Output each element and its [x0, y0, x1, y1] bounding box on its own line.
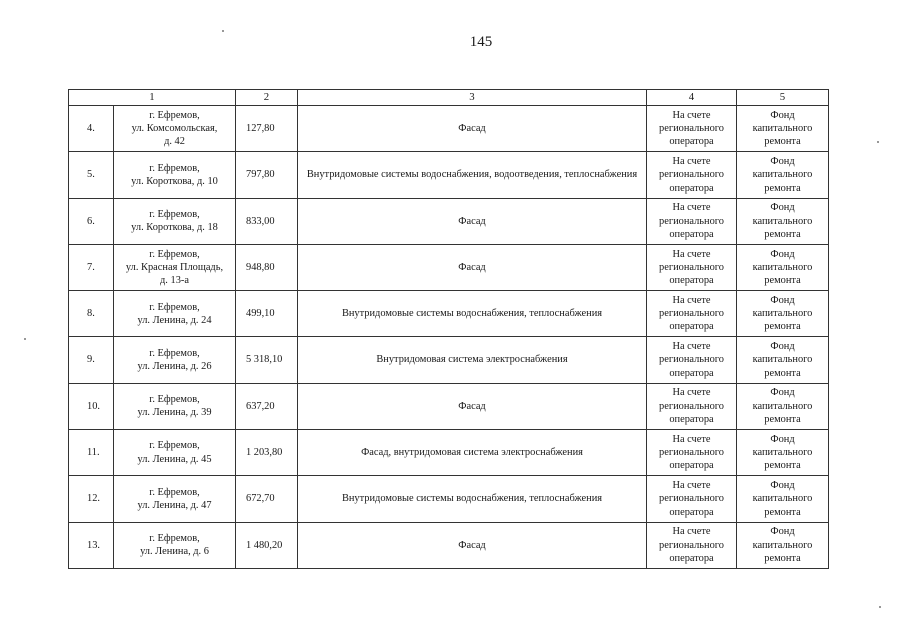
table-header-row	[69, 90, 829, 106]
operator-line: регионального	[659, 308, 724, 320]
fund-line: ремонта	[764, 136, 801, 148]
table-row	[69, 383, 829, 429]
fund-line: Фонд	[770, 480, 795, 492]
address-line: г. Ефремов,	[149, 208, 200, 220]
operator-line: регионального	[659, 261, 724, 273]
operator-line: регионального	[659, 493, 724, 505]
row-fund-source	[737, 291, 829, 337]
operator-line: На счете	[672, 202, 711, 214]
operator-line: регионального	[659, 215, 724, 227]
fund-line: капитального	[752, 215, 813, 227]
table-row	[69, 106, 829, 152]
operator-line: оператора	[669, 321, 714, 333]
row-area: 1 203,80	[236, 430, 298, 476]
fund-line: капитального	[752, 169, 813, 181]
row-funds-location	[647, 291, 737, 337]
operator-line: оператора	[669, 414, 714, 426]
operator-line: оператора	[669, 506, 714, 518]
row-funds-location	[647, 522, 737, 568]
address-line: г. Ефремов,	[149, 394, 200, 406]
address-line: г. Ефремов,	[149, 347, 200, 359]
row-number: 9.	[69, 337, 114, 383]
operator-line: На счете	[672, 480, 711, 492]
row-fund-source	[737, 244, 829, 290]
header-col-1: 1	[69, 90, 236, 106]
table-body	[69, 106, 829, 569]
address-line: г. Ефремов,	[149, 440, 200, 452]
row-area: 672,70	[236, 476, 298, 522]
row-fund-source	[737, 430, 829, 476]
address-line: ул. Ленина, д. 24	[137, 314, 212, 326]
fund-line: Фонд	[770, 248, 795, 260]
row-funds-location	[647, 430, 737, 476]
row-number: 12.	[69, 476, 114, 522]
row-address	[114, 198, 236, 244]
address-line: г. Ефремов,	[149, 301, 200, 313]
table-row	[69, 430, 829, 476]
scan-speck	[222, 30, 224, 32]
operator-line: регионального	[659, 354, 724, 366]
address-line: ул. Комсомольская,	[131, 123, 218, 134]
row-funds-location	[647, 244, 737, 290]
row-work-type: Фасад	[298, 244, 647, 290]
row-area: 1 480,20	[236, 522, 298, 568]
address-line: ул. Ленина, д. 45	[137, 453, 212, 465]
row-work-type: Фасад	[298, 198, 647, 244]
table-row	[69, 337, 829, 383]
operator-line: регионального	[659, 123, 724, 134]
row-number: 10.	[69, 383, 114, 429]
table-row	[69, 476, 829, 522]
row-work-type: Фасад	[298, 383, 647, 429]
fund-line: капитального	[752, 539, 813, 551]
row-address	[114, 244, 236, 290]
operator-line: регионального	[659, 400, 724, 412]
operator-line: На счете	[672, 294, 711, 306]
row-number: 13.	[69, 522, 114, 568]
row-funds-location	[647, 383, 737, 429]
row-work-type: Фасад	[298, 522, 647, 568]
fund-line: капитального	[752, 400, 813, 412]
fund-line: ремонта	[764, 414, 801, 426]
repair-table	[68, 89, 829, 569]
operator-line: оператора	[669, 228, 714, 240]
address-line: г. Ефремов,	[149, 162, 200, 174]
operator-line: оператора	[669, 367, 714, 379]
row-work-type: Фасад, внутридомовая система электроснабжения	[298, 430, 647, 476]
row-number: 4.	[69, 106, 114, 152]
fund-line: капитального	[752, 447, 813, 459]
row-number: 6.	[69, 198, 114, 244]
row-fund-source	[737, 106, 829, 152]
operator-line: оператора	[669, 182, 714, 194]
fund-line: ремонта	[764, 228, 801, 240]
fund-line: Фонд	[770, 341, 795, 353]
table-row	[69, 244, 829, 290]
operator-line: На счете	[672, 526, 711, 538]
header-col-4: 4	[647, 90, 737, 106]
row-fund-source	[737, 198, 829, 244]
operator-line: На счете	[672, 433, 711, 445]
address-line: д. 42	[164, 136, 185, 148]
fund-line: ремонта	[764, 275, 801, 287]
fund-line: Фонд	[770, 109, 795, 121]
address-line: д. 13-а	[160, 275, 189, 287]
address-line: ул. Ленина, д. 6	[140, 546, 209, 558]
row-area: 5 318,10	[236, 337, 298, 383]
row-address	[114, 152, 236, 198]
operator-line: оператора	[669, 552, 714, 564]
row-work-type: Внутридомовые системы водоснабжения, теплоснабжения	[298, 476, 647, 522]
operator-line: оператора	[669, 460, 714, 472]
row-address	[114, 522, 236, 568]
row-work-type: Внутридомовые системы водоснабжения, водоотведения, теплоснабжения	[298, 152, 647, 198]
row-fund-source	[737, 476, 829, 522]
row-funds-location	[647, 198, 737, 244]
address-line: ул. Ленина, д. 39	[137, 407, 212, 419]
table-row	[69, 522, 829, 568]
fund-line: Фонд	[770, 526, 795, 538]
operator-line: регионального	[659, 539, 724, 551]
row-work-type: Внутридомовые системы водоснабжения, теплоснабжения	[298, 291, 647, 337]
address-line: ул. Короткова, д. 18	[131, 222, 218, 234]
table-row	[69, 198, 829, 244]
row-area: 637,20	[236, 383, 298, 429]
fund-line: ремонта	[764, 182, 801, 194]
fund-line: капитального	[752, 493, 813, 505]
operator-line: На счете	[672, 109, 711, 121]
fund-line: ремонта	[764, 367, 801, 379]
address-line: ул. Ленина, д. 26	[137, 361, 212, 373]
fund-line: капитального	[752, 261, 813, 273]
row-funds-location	[647, 337, 737, 383]
address-line: г. Ефремов,	[149, 109, 200, 121]
address-line: ул. Красная Площадь,	[125, 261, 224, 273]
header-col-2: 2	[236, 90, 298, 106]
address-line: г. Ефремов,	[149, 533, 200, 545]
operator-line: оператора	[669, 275, 714, 287]
operator-line: На счете	[672, 387, 711, 399]
header-col-3: 3	[298, 90, 647, 106]
row-funds-location	[647, 106, 737, 152]
row-number: 7.	[69, 244, 114, 290]
fund-line: капитального	[752, 123, 813, 134]
fund-line: ремонта	[764, 506, 801, 518]
fund-line: капитального	[752, 354, 813, 366]
fund-line: ремонта	[764, 460, 801, 472]
address-line: г. Ефремов,	[149, 486, 200, 498]
operator-line: регионального	[659, 169, 724, 181]
fund-line: капитального	[752, 308, 813, 320]
address-line: ул. Ленина, д. 47	[137, 500, 212, 512]
row-fund-source	[737, 337, 829, 383]
row-fund-source	[737, 383, 829, 429]
row-address	[114, 291, 236, 337]
scan-speck	[24, 338, 26, 340]
fund-line: Фонд	[770, 387, 795, 399]
table-row	[69, 152, 829, 198]
row-address	[114, 430, 236, 476]
fund-line: Фонд	[770, 294, 795, 306]
row-address	[114, 383, 236, 429]
row-number: 5.	[69, 152, 114, 198]
row-address	[114, 476, 236, 522]
table-row	[69, 291, 829, 337]
fund-line: Фонд	[770, 202, 795, 214]
fund-line: Фонд	[770, 433, 795, 445]
operator-line: На счете	[672, 341, 711, 353]
row-area: 127,80	[236, 106, 298, 152]
header-col-5: 5	[737, 90, 829, 106]
row-work-type: Внутридомовая система электроснабжения	[298, 337, 647, 383]
address-line: г. Ефремов,	[149, 248, 200, 260]
operator-line: На счете	[672, 156, 711, 167]
row-area: 948,80	[236, 244, 298, 290]
row-address	[114, 106, 236, 152]
address-line: ул. Короткова, д. 10	[131, 175, 218, 187]
operator-line: На счете	[672, 248, 711, 260]
row-number: 8.	[69, 291, 114, 337]
row-fund-source	[737, 522, 829, 568]
scan-speck	[877, 141, 879, 143]
row-work-type: Фасад	[298, 106, 647, 152]
row-area: 499,10	[236, 291, 298, 337]
row-area: 797,80	[236, 152, 298, 198]
row-funds-location	[647, 476, 737, 522]
fund-line: ремонта	[764, 321, 801, 333]
fund-line: Фонд	[770, 156, 795, 167]
row-fund-source	[737, 152, 829, 198]
scan-speck	[879, 606, 881, 608]
row-area: 833,00	[236, 198, 298, 244]
page-number: 145	[469, 34, 493, 50]
operator-line: оператора	[669, 136, 714, 148]
row-funds-location	[647, 152, 737, 198]
row-address	[114, 337, 236, 383]
operator-line: регионального	[659, 447, 724, 459]
fund-line: ремонта	[764, 552, 801, 564]
row-number: 11.	[69, 430, 114, 476]
